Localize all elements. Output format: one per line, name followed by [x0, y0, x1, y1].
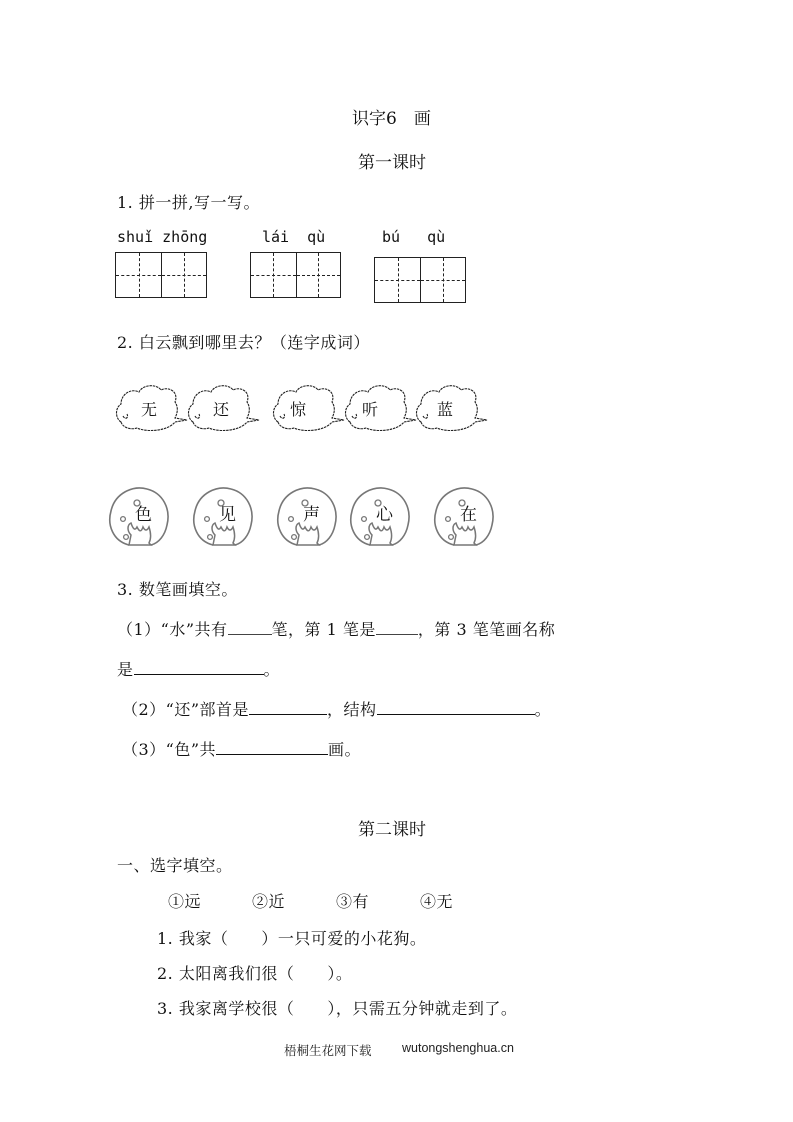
- q1-prompt: 1. 拼一拼,写一写。: [117, 193, 260, 212]
- blank-third-stroke-name[interactable]: [134, 660, 264, 675]
- q2-prompt: 2. 白云飘到哪里去？（连字成词）: [117, 333, 370, 352]
- q3-item-1-text: ，第 3 笔笔画名称: [417, 620, 556, 639]
- cloud-char: 无: [141, 400, 158, 419]
- q3-item-3-text: 画。: [328, 740, 362, 759]
- grid-cell[interactable]: [251, 253, 296, 297]
- cloud-char: 听: [362, 400, 379, 419]
- cloud-icon: [270, 382, 348, 436]
- grid-cell[interactable]: [375, 258, 420, 302]
- q3-item-3: [122, 737, 361, 760]
- blank-stroke-total[interactable]: [216, 740, 328, 755]
- ball-char: 声: [303, 505, 320, 525]
- ball-word-5[interactable]: [430, 481, 498, 551]
- cloud-char: 还: [213, 400, 230, 419]
- cloud-char: 蓝: [437, 400, 454, 419]
- q3-item-1-cont: [117, 657, 280, 680]
- ball-char: 见: [219, 505, 236, 525]
- ball-word-3[interactable]: [273, 481, 341, 551]
- sentence-3: 3. 我家离学校很（ ），只需五分钟就走到了。: [157, 999, 518, 1018]
- q3-item-2-text: 。: [534, 700, 552, 719]
- ball-char: 心: [376, 505, 393, 525]
- cloud-word-4[interactable]: [342, 382, 420, 436]
- cloud-word-5[interactable]: [413, 382, 491, 436]
- option-2: ②近: [252, 892, 286, 911]
- cloud-word-1[interactable]: [113, 382, 191, 436]
- sentence-1: 1. 我家（ ）一只可爱的小花狗。: [157, 929, 427, 948]
- part2-prompt: 一、选字填空。: [117, 856, 233, 875]
- cloud-icon: [342, 382, 420, 436]
- q3-item-1-text: 笔，第 1 笔是: [271, 620, 376, 639]
- option-3: ③有: [336, 892, 370, 911]
- ball-word-4[interactable]: [346, 481, 414, 551]
- q3-item-1: [117, 617, 555, 640]
- lesson-1-heading: 第一课时: [358, 153, 426, 173]
- q3-item-2: [122, 697, 551, 720]
- q3-item-1-text: 是: [117, 660, 134, 679]
- pinyin-3: bú qù: [382, 228, 446, 246]
- cloud-word-2[interactable]: [185, 382, 263, 436]
- cloud-char: 惊: [290, 400, 307, 419]
- page-title: 识字6 画: [352, 109, 431, 129]
- lesson-2-heading: 第二课时: [358, 820, 426, 840]
- footer-site-name: 梧桐生花网下载: [284, 1044, 372, 1058]
- q3-item-1-text: 。: [263, 660, 281, 679]
- grid-cell[interactable]: [161, 253, 206, 297]
- q3-item-1-text: （1）“水”共有: [117, 620, 228, 639]
- blank-stroke-count[interactable]: [228, 620, 272, 635]
- grid-cell[interactable]: [296, 253, 341, 297]
- blank-first-stroke[interactable]: [376, 620, 418, 635]
- q3-item-2-text: （2）“还”部首是: [122, 700, 250, 719]
- writing-grid-2[interactable]: [250, 252, 341, 298]
- pinyin-2: lái qù: [262, 228, 326, 246]
- blank-structure[interactable]: [377, 700, 535, 715]
- writing-grid-3[interactable]: [374, 257, 466, 303]
- blank-radical[interactable]: [249, 700, 327, 715]
- option-4: ④无: [420, 892, 454, 911]
- ball-char: 在: [460, 505, 477, 525]
- q3-item-3-text: （3）“色”共: [122, 740, 217, 759]
- footer-site-url[interactable]: wutongshenghua.cn: [402, 1041, 514, 1055]
- pinyin-1: shuǐ zhōng: [117, 228, 208, 246]
- ball-char: 色: [135, 505, 152, 525]
- ball-word-2[interactable]: [189, 481, 257, 551]
- q3-prompt: 3. 数笔画填空。: [117, 580, 238, 599]
- writing-grid-1[interactable]: [115, 252, 207, 298]
- q3-item-2-text: ，结构: [327, 700, 377, 719]
- ball-word-1[interactable]: [105, 481, 173, 551]
- sentence-2: 2. 太阳离我们很（ ）。: [157, 964, 353, 983]
- grid-cell[interactable]: [420, 258, 465, 302]
- option-1: ①远: [168, 892, 202, 911]
- cloud-word-3[interactable]: [270, 382, 348, 436]
- grid-cell[interactable]: [116, 253, 161, 297]
